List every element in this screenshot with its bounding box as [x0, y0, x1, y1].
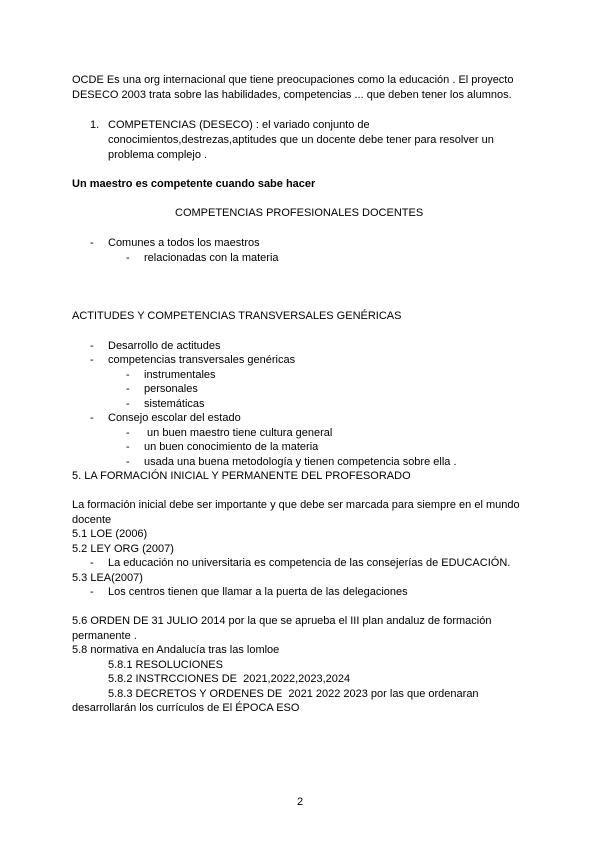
subsection-lea: 5.3 LEA(2007) [72, 572, 143, 584]
bullet-dash: - [90, 340, 94, 352]
numbered-item-line-2: conocimientos,destrezas,aptitudes que un docente debe tener para resolver un [108, 134, 494, 146]
bullet-dash: - [90, 354, 94, 366]
page-number: 2 [296, 796, 304, 808]
list-subitem: un buen conocimiento de la materia [144, 441, 319, 453]
list-subitem: personales [144, 383, 198, 395]
intro-line-2: DESECO 2003 trata sobre las habilidades, competencias ... que deben tener los alumnos. [72, 89, 512, 101]
list-subitem-materia: relacionadas con la materia [144, 252, 279, 264]
list-subitem: sistemáticas [144, 398, 205, 410]
subsection-loe: 5.1 LOE (2006) [72, 528, 148, 540]
bullet-dash: - [126, 427, 130, 439]
section-actitudes-title: ACTITUDES Y COMPETENCIAS TRANSVERSALES GENÉRICAS [72, 310, 402, 322]
numbered-item-line-1: COMPETENCIAS (DESECO) : el variado conjunto de [108, 119, 370, 131]
subsection-583-line-1: 5.8.3 DECRETOS Y ORDENES DE 2021 2022 2023 por las que ordenaran [108, 688, 479, 700]
bullet-dash: - [126, 369, 130, 381]
list-item-educacion: La educación no universitaria es competencia de las consejerías de EDUCACIÓN. [108, 557, 511, 569]
bold-heading: Un maestro es competente cuando sabe hacer [72, 178, 316, 190]
orden-line-2: permanente . [72, 630, 137, 642]
subsection-normativa: 5.8 normativa en Andalucía tras las lomloe [72, 644, 280, 656]
bullet-dash: - [90, 557, 94, 569]
bullet-dash: - [126, 441, 130, 453]
section5-para-line-2: docente [72, 514, 112, 526]
subsection-ley-org: 5.2 LEY ORG (2007) [72, 543, 174, 555]
list-item-actitudes: Desarrollo de actitudes [108, 340, 221, 352]
bullet-dash: - [126, 383, 130, 395]
bullet-dash: - [126, 398, 130, 410]
list-item-consejo: Consejo escolar del estado [108, 412, 241, 424]
list-subitem: usada una buena metodología y tienen competencia sobre ella . [144, 456, 457, 468]
bullet-dash: - [126, 252, 130, 264]
list-item-centros: Los centros tienen que llamar a la puerta de las delegaciones [108, 586, 408, 598]
list-item-competencias: competencias transversales genéricas [108, 354, 296, 366]
bullet-dash: - [126, 456, 130, 468]
section5-title: 5. LA FORMACIÓN INICIAL Y PERMANENTE DEL PROFESORADO [72, 470, 411, 482]
subsection-583-line-2: desarrollarán los currículos de El ÉPOCA ESO [72, 702, 300, 714]
intro-line-1: OCDE Es una org internacional que tiene preocupaciones como la educación . El proyecto [72, 74, 514, 86]
bullet-dash: - [90, 586, 94, 598]
numbered-marker: 1. [90, 119, 100, 131]
orden-line-1: 5.6 ORDEN DE 31 JULIO 2014 por la que se aprueba el III plan andaluz de formación [72, 615, 492, 627]
section5-para-line-1: La formación inicial debe ser importante y que debe ser marcada para siempre en el mundo [72, 499, 520, 511]
list-subitem: instrumentales [144, 369, 216, 381]
list-item-comunes: Comunes a todos los maestros [108, 237, 260, 249]
bullet-dash: - [90, 412, 94, 424]
subsection-581: 5.8.1 RESOLUCIONES [108, 659, 223, 671]
numbered-item-line-3: problema complejo . [108, 149, 208, 161]
bullet-dash: - [90, 237, 94, 249]
subsection-582: 5.8.2 INSTRCCIONES DE 2021,2022,2023,2024 [108, 673, 351, 685]
list-subitem: un buen maestro tiene cultura general [144, 427, 333, 439]
centered-heading: COMPETENCIAS PROFESIONALES DOCENTES [175, 207, 424, 219]
